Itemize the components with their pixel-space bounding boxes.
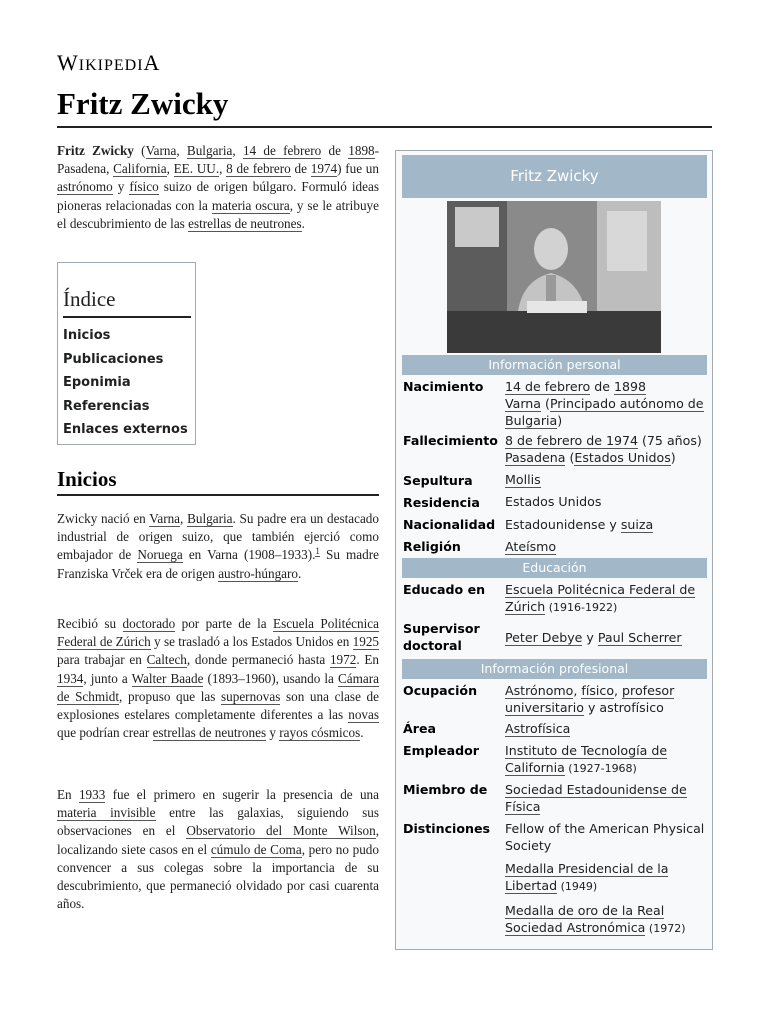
value-empleador: Instituto de Tecnología de California (1927-1968) xyxy=(505,743,668,775)
link-profesor-universitario[interactable]: profesor universitario xyxy=(505,683,675,715)
link-mollis[interactable]: Mollis xyxy=(505,472,541,487)
value-distinciones-2: Medalla Presidencial de la Libertad (1949) xyxy=(505,861,669,893)
link-austro-hungaro[interactable]: austro-húngaro xyxy=(218,565,299,581)
value-nacionalidad: Estadounidense y suiza xyxy=(505,517,654,532)
toc-title: Índice xyxy=(63,287,191,318)
label-empleador: Empleador xyxy=(403,743,479,758)
link-peter-debye[interactable]: Peter Debye xyxy=(505,630,583,645)
link-bulgaria[interactable]: Bulgaria xyxy=(187,511,233,526)
link-novas[interactable]: novas xyxy=(348,707,379,723)
link-paul-scherrer[interactable]: Paul Scherrer xyxy=(597,630,682,645)
link-cumulo-coma[interactable]: cúmulo de Coma xyxy=(210,841,302,857)
label-educado-en: Educado en xyxy=(403,582,486,597)
link-eth-zurich[interactable]: Escuela Politécnica Federal de Zúrich xyxy=(505,582,696,614)
label-supervisor-doctoral: Supervisor doctoral xyxy=(403,621,480,653)
value-ocupacion: Astrónomo, físico, profesor universitario y astrofísico xyxy=(505,683,675,715)
toc-item-inicios[interactable]: Inicios xyxy=(63,328,111,343)
section-education: Educación xyxy=(402,558,707,578)
value-residencia: Estados Unidos xyxy=(505,494,602,509)
link-aps[interactable]: Sociedad Estadounidense de Física xyxy=(505,782,687,814)
toc-item-eponimia[interactable]: Eponimia xyxy=(63,375,131,390)
link-death-date[interactable]: 8 de febrero xyxy=(226,161,291,177)
portrait-image xyxy=(447,201,661,353)
wordmark-final: A xyxy=(143,50,161,75)
link-monte-wilson[interactable]: Observatorio del Monte Wilson xyxy=(186,823,376,839)
link-1933[interactable]: 1933 xyxy=(78,787,106,802)
value-distinciones-3: Medalla de oro de la Real Sociedad Astronómica (1972) xyxy=(505,903,686,935)
label-distinciones: Distinciones xyxy=(403,821,491,836)
link-fisico[interactable]: físico xyxy=(129,179,159,195)
toc-item-enlaces-externos[interactable]: Enlaces externos xyxy=(63,422,188,437)
link-estrellas-neutrones[interactable]: estrellas de neutrones xyxy=(152,725,267,741)
link-materia-oscura[interactable]: materia oscura xyxy=(211,197,290,213)
link-medalla-libertad[interactable]: Medalla Presidencial de la Libertad xyxy=(505,861,669,893)
section-professional-info: Información profesional xyxy=(402,659,707,679)
portrait-photo[interactable] xyxy=(447,201,661,353)
link-bulgaria[interactable]: Bulgaria xyxy=(186,143,233,158)
wikipedia-wordmark[interactable] xyxy=(57,50,160,76)
label-nacimiento: Nacimiento xyxy=(403,379,484,394)
link-birth-date[interactable]: 14 de febrero xyxy=(242,143,322,158)
page-title: Fritz Zwicky xyxy=(57,86,229,121)
label-fallecimiento: Fallecimiento xyxy=(403,433,498,448)
link-1972[interactable]: 1972 xyxy=(329,652,357,668)
link-astronomo[interactable]: astrónomo xyxy=(57,179,113,195)
wordmark-middle: IKIPEDI xyxy=(78,57,144,74)
label-residencia: Residencia xyxy=(403,495,480,510)
link-california[interactable]: California xyxy=(113,161,167,177)
paragraph-2: Recibió su doctorado por parte de la Escuela Politécnica Federal de Zúrich y se trasladó a los Estados Unidos en 1925 para trabajar en Caltech, donde permaneció hasta 1972. En 1934, junto a Walter Baade (1893–1960), usando la Cámara de Schmidt, propuso que las supernovas son una clase de explosiones estelares completamente diferentes a las novas que podrían crear estrellas de neutrones y rayos cósmicos. xyxy=(57,616,380,741)
section-heading-inicios: Inicios xyxy=(57,467,117,491)
link-varna[interactable]: Varna xyxy=(505,396,542,411)
link-death-date[interactable]: 8 de febrero de 1974 xyxy=(505,433,638,448)
link-pasadena[interactable]: Pasadena xyxy=(505,450,566,465)
paragraph-3: En 1933 fue el primero en sugerir la presencia de una materia invisible entre las galaxias, siguiendo sus observaciones en el Observatorio del Monte Wilson, localizando siete casos en el cúmulo de Coma, pero no pudo convencer a sus colegas sobre la importancia de su descubrimiento, que permaneció olvidado por casi cuarenta años. xyxy=(57,787,379,912)
link-usa[interactable]: EE. UU. xyxy=(173,161,220,177)
link-fisico[interactable]: físico xyxy=(581,683,615,698)
title-divider xyxy=(57,126,712,128)
link-varna[interactable]: Varna xyxy=(149,511,181,526)
link-birth-year[interactable]: 1898 xyxy=(613,379,647,394)
link-1925[interactable]: 1925 xyxy=(352,634,379,650)
toc-list xyxy=(63,324,190,442)
link-camara-schmidt[interactable]: Cámara de Schmidt xyxy=(57,670,379,704)
value-fallecimiento: 8 de febrero de 1974 (75 años) Pasadena (Estados Unidos) xyxy=(505,433,702,465)
link-materia-invisible[interactable]: materia invisible xyxy=(57,805,156,821)
link-suiza[interactable]: suiza xyxy=(620,517,654,532)
link-1934[interactable]: 1934 xyxy=(57,670,84,686)
label-miembro-de: Miembro de xyxy=(403,782,488,797)
value-area xyxy=(505,720,705,737)
infobox xyxy=(395,150,713,950)
paragraph-1: Zwicky nació en Varna, Bulgaria. Su padre era un destacado industrial de origen suizo, que también ejerció como embajador de Noruega en Varna (1908–1933).$^1$ Su madre Franziska Vrček era de origen austro-húngaro. xyxy=(57,511,379,581)
label-sepultura: Sepultura xyxy=(403,473,473,488)
link-medalla-ras[interactable]: Medalla de oro de la Real Sociedad Astronómica xyxy=(505,903,665,935)
link-astrofisica[interactable]: Astrofísica xyxy=(505,721,571,736)
label-area: Área xyxy=(403,721,436,736)
table-of-contents xyxy=(57,262,196,445)
value-miembro-de xyxy=(505,781,705,815)
section-personal-info: Información personal xyxy=(402,355,707,375)
infobox-title: Fritz Zwicky xyxy=(402,155,707,198)
value-nacimiento: 14 de febrero de 1898 Varna (Principado autónomo de Bulgaria) xyxy=(505,379,704,428)
link-doctorado[interactable]: doctorado xyxy=(122,616,176,631)
label-ocupacion: Ocupación xyxy=(403,683,478,698)
link-walter-baade[interactable]: Walter Baade xyxy=(131,670,204,686)
link-caltech[interactable]: Caltech xyxy=(146,652,187,668)
label-nacionalidad: Nacionalidad xyxy=(403,517,496,532)
link-varna[interactable]: Varna xyxy=(145,143,177,158)
link-noruega[interactable]: Noruega xyxy=(137,547,183,563)
link-ateismo[interactable]: Ateísmo xyxy=(505,539,557,554)
toc-item-publicaciones[interactable]: Publicaciones xyxy=(63,351,164,367)
section-divider xyxy=(57,494,379,496)
link-birth-year[interactable]: 1898 xyxy=(348,143,375,158)
link-birth-date[interactable]: 14 de febrero xyxy=(505,379,591,394)
reference-1[interactable]: 1 xyxy=(315,546,320,557)
lead-paragraph: Fritz Zwicky (Varna, Bulgaria, 14 de febrero de 1898-Pasadena, California, EE. UU., 8 de febrero de 1974) fue un astrónomo y físico suizo de origen búlgaro. Formuló ideas pioneras relacionadas con la materia oscura, y se le atribuye el descubrimiento de las estrellas de neutrones. xyxy=(57,143,380,231)
link-estrellas-neutrones[interactable]: estrellas de neutrones xyxy=(188,215,302,231)
link-eth-zurich[interactable]: Escuela Politécnica Federal de Zúrich xyxy=(57,616,379,650)
value-distinciones-1: Fellow of the American Physical Society xyxy=(505,821,705,853)
toc-item-referencias[interactable]: Referencias xyxy=(63,398,150,414)
link-estados-unidos[interactable]: Estados Unidos xyxy=(574,450,671,465)
value-religion xyxy=(505,538,705,555)
link-supernovas[interactable]: supernovas xyxy=(221,688,281,704)
value-educado-en: Escuela Politécnica Federal de Zúrich (1916-1922) xyxy=(505,582,696,614)
link-death-year[interactable]: 1974 xyxy=(310,161,338,177)
label-religion: Religión xyxy=(403,539,461,554)
link-astronomo[interactable]: Astrónomo xyxy=(505,683,574,698)
value-sepultura xyxy=(505,471,705,488)
link-rayos-cosmicos[interactable]: rayos cósmicos xyxy=(279,725,361,741)
link-principado-bulgaria[interactable]: Principado autónomo de Bulgaria xyxy=(505,396,704,428)
value-supervisor-doctoral: Peter Debye y Paul Scherrer xyxy=(505,630,682,645)
wordmark-initial: W xyxy=(57,50,79,75)
subject-name: Fritz Zwicky xyxy=(57,143,134,158)
link-caltech[interactable]: Instituto de Tecnología de California xyxy=(505,743,668,775)
